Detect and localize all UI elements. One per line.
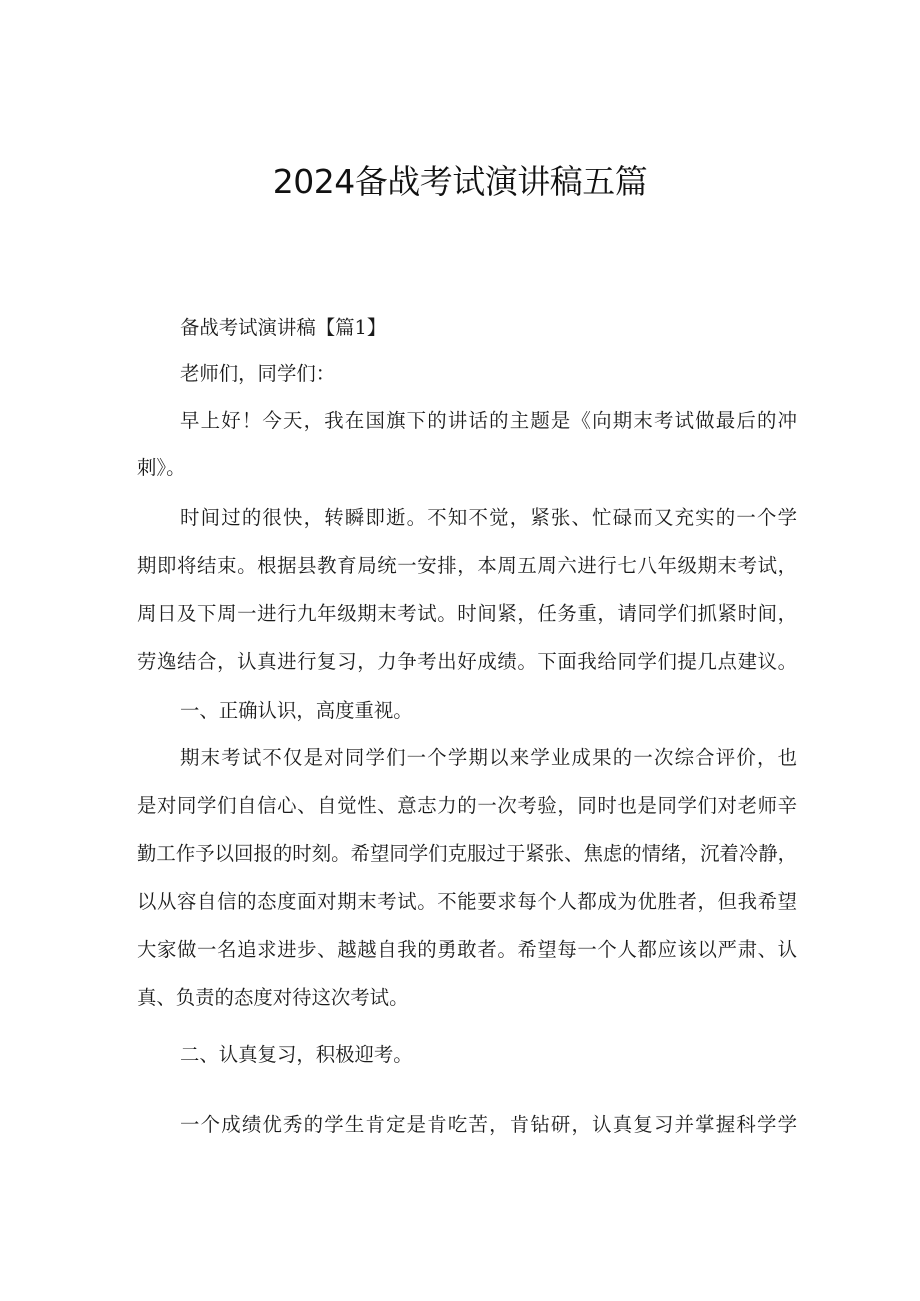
paragraph-line: 劳逸结合，认真进行复习，力争考出好成绩。下面我给同学们提几点建议。 xyxy=(137,650,797,673)
paragraph-line: 时间过的很快，转瞬即逝。不知不觉，紧张、忙碌而又充实的一个学 xyxy=(180,506,797,529)
paragraph-line: 期即将结束。根据县教育局统一安排，本周五周六进行七八年级期末考试， xyxy=(137,554,797,577)
paragraph-line: 刺》。 xyxy=(137,456,186,479)
paragraph-line: 早上好！今天，我在国旗下的讲话的主题是《向期末考试做最后的冲 xyxy=(180,409,797,432)
salutation: 老师们，同学们： xyxy=(180,362,336,385)
paragraph-line: 大家做一名追求进步、越越自我的勇敢者。希望每一个人都应该以严肃、认 xyxy=(137,938,797,961)
numbered-heading: 二、认真复习，积极迎考。 xyxy=(180,1043,413,1066)
paragraph-line: 是对同学们自信心、自觉性、意志力的一次考验，同时也是同学们对老师辛 xyxy=(137,794,797,817)
document-title: 2024备战考试演讲稿五篇 xyxy=(272,162,648,201)
section-heading: 备战考试演讲稿【篇1】 xyxy=(180,316,387,339)
paragraph-line: 期末考试不仅是对同学们一个学期以来学业成果的一次综合评价，也 xyxy=(180,746,797,769)
paragraph-line: 以从容自信的态度面对期末考试。不能要求每个人都成为优胜者，但我希望 xyxy=(137,890,797,913)
paragraph-line: 勤工作予以回报的时刻。希望同学们克服过于紧张、焦虑的情绪，沉着冷静， xyxy=(137,842,797,865)
paragraph-line: 真、负责的态度对待这次考试。 xyxy=(137,986,409,1009)
paragraph-line: 周日及下周一进行九年级期末考试。时间紧，任务重，请同学们抓紧时间， xyxy=(137,602,797,625)
paragraph-line: 一个成绩优秀的学生肯定是肯吃苦，肯钻研，认真复习并掌握科学学 xyxy=(180,1113,797,1136)
numbered-heading: 一、正确认识，高度重视。 xyxy=(180,699,413,722)
